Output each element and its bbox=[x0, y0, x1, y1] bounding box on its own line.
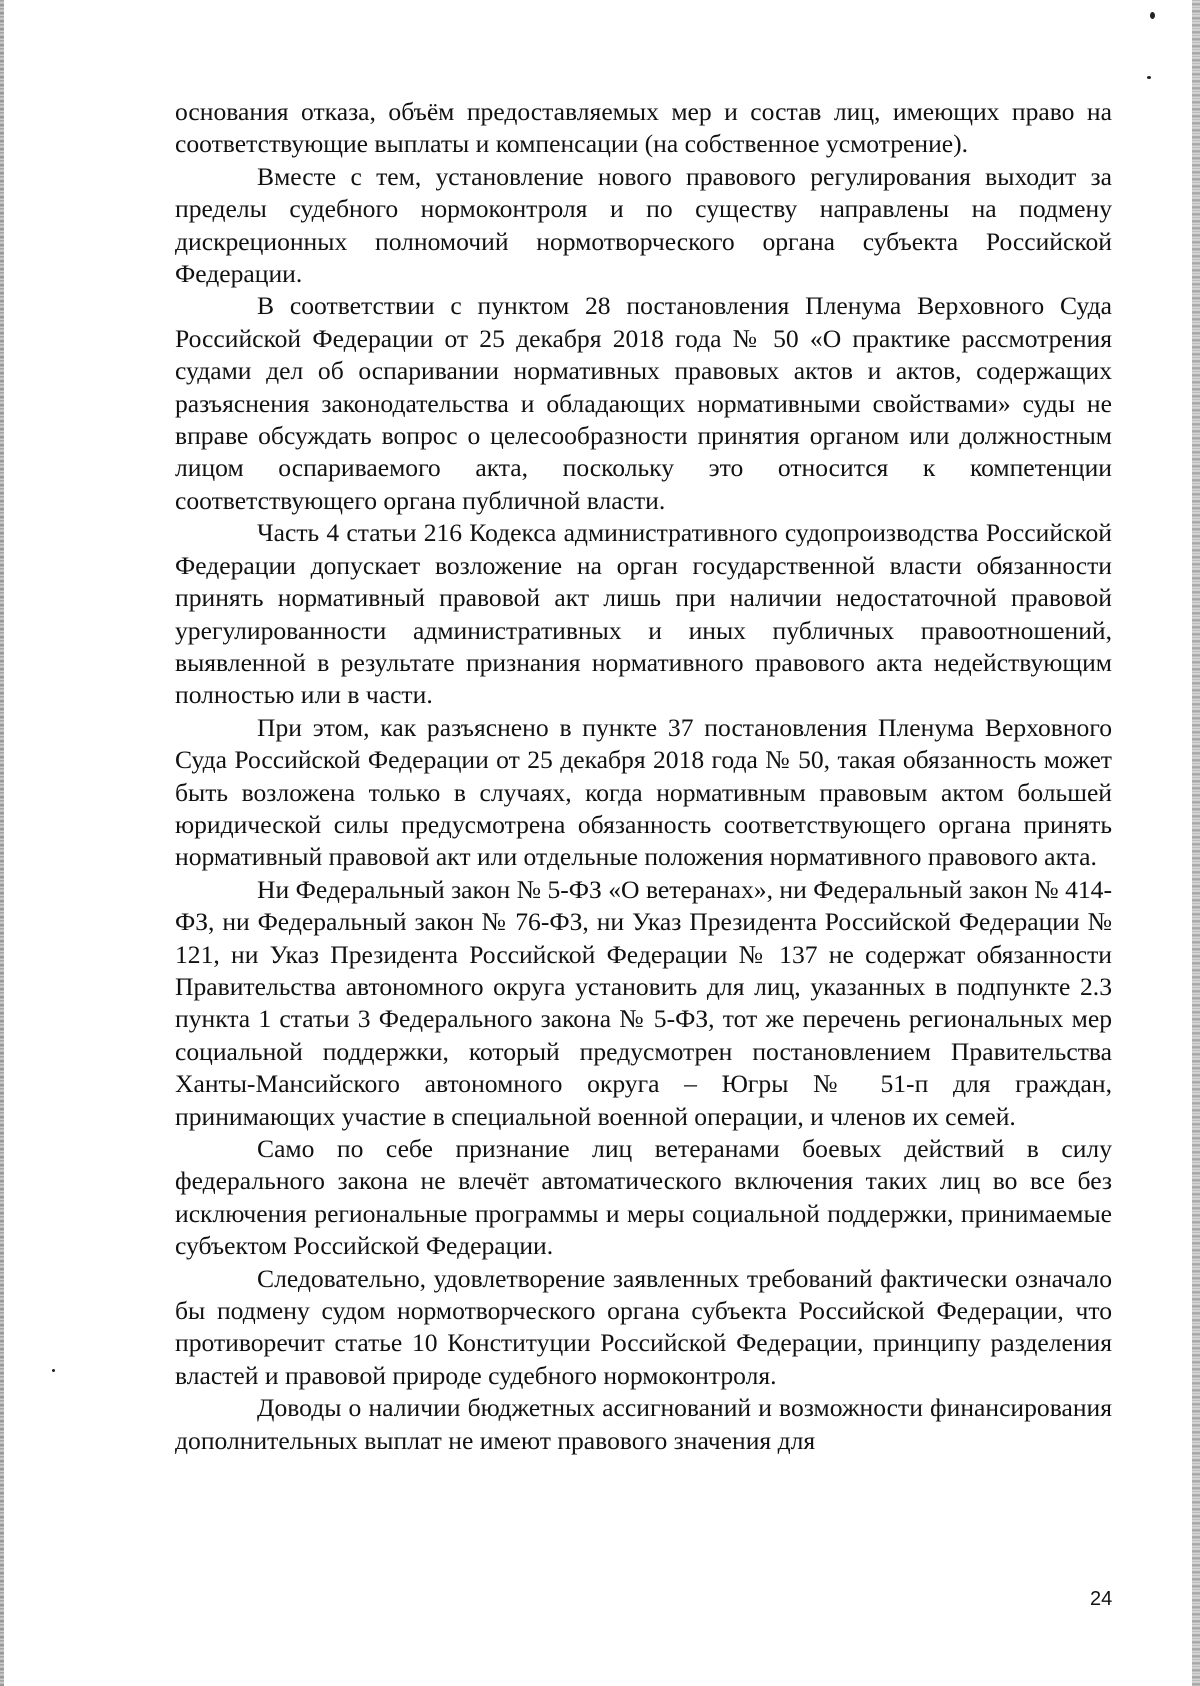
scan-edge-right bbox=[1192, 0, 1200, 1686]
paragraph: Следовательно, удовлетворение заявленных требований фактически означало бы подмену судом нормотворческого органа субъекта Российской Федерации, что противоречит статье 10 Конституции Российской Федерации, принципу разделения властей и правовой природе судебного нормоконтроля. bbox=[175, 1263, 1112, 1390]
paragraph: Доводы о наличии бюджетных ассигнований и возможности финансирования дополнительных выплат не имеют правового значения для bbox=[175, 1393, 1112, 1455]
scan-speck bbox=[1150, 12, 1155, 19]
paragraph: Само по себе признание лиц ветеранами боевых действий в силу федерального закона не влечёт автоматического включения таких лиц во все без исключения региональные программы и меры социальной поддержки, принимаемые субъектом Российской Федерации. bbox=[175, 1134, 1112, 1261]
paragraph: В соответствии с пунктом 28 постановления Пленума Верховного Суда Российской Федерации от 25 декабря 2018 года № 50 «О практике рассмотрения судами дел об оспаривании нормативных правовых актов и актов, содержащих разъяснения законодательства и обладающих нормативными свойствами» суды не вправе обсуждать вопрос о целесообразности принятия органом или должностным лицом оспариваемого акта, поскольку это относится к компетенции соответствующего органа публичной власти. bbox=[175, 291, 1112, 515]
paragraph: Вместе с тем, установление нового правового регулирования выходит за пределы судебного нормоконтроля и по существу направлены на подмену дискреционных полномочий нормотворческого органа субъекта Российской Федерации. bbox=[175, 161, 1112, 289]
paragraph: При этом, как разъяснено в пункте 37 постановления Пленума Верховного Суда Российской Федерации от 25 декабря 2018 года № 50, такая обязанность может быть возложена только в случаях, когда нормативным правовым актом большей юридической силы предусмотрена обязанность соответствующего органа принять нормативный правовой акт или отдельные положения нормативного правового акта. bbox=[175, 712, 1112, 872]
scan-edge-left bbox=[0, 0, 4, 1686]
scan-speck bbox=[1147, 76, 1151, 79]
scan-speck bbox=[52, 1369, 55, 1372]
page-number: 24 bbox=[1090, 1588, 1113, 1610]
document-body bbox=[175, 96, 1112, 1457]
paragraph: основания отказа, объём предоставляемых мер и состав лиц, имеющих право на соответствующие выплаты и компенсации (на собственное усмотрение). bbox=[175, 97, 1112, 159]
paragraph: Ни Федеральный закон № 5-ФЗ «О ветеранах», ни Федеральный закон № 414-ФЗ, ни Федеральный закон № 76-ФЗ, ни Указ Президента Российской Федерации № 121, ни Указ Президента Российской Федерации № 137 не содержат обязанности Правительства автономного округа установить для лиц, указанных в подпункте 2.3 пункта 1 статьи 3 Федерального закона № 5-ФЗ, тот же перечень региональных мер социальной поддержки, который предусмотрен постановлением Правительства Ханты-Мансийского автономного округа – Югры № 51-п для граждан, принимающих участие в специальной военной операции, и членов их семей. bbox=[175, 874, 1112, 1131]
paragraph: Часть 4 статьи 216 Кодекса административного судопроизводства Российской Федерации допускает возложение на орган государственной власти обязанности принять нормативный правовой акт лишь при наличии недостаточной правовой урегулированности административных и иных публичных правоотношений, выявленной в результате признания нормативного правового акта недействующим полностью или в части. bbox=[175, 518, 1112, 710]
